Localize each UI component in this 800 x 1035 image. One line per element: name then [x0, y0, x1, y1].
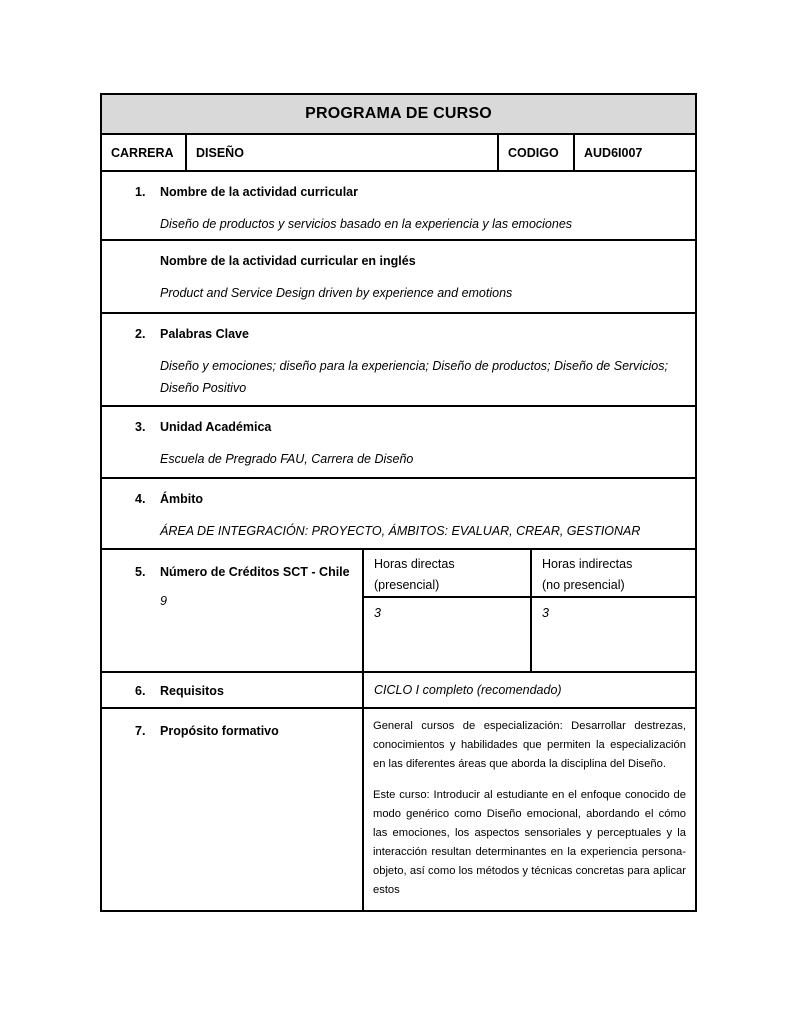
- section-nombre-ingles-value: Product and Service Design driven by experience and emotions: [160, 286, 513, 300]
- horas-indirectas-header: Horas indirectas (no presencial): [532, 550, 695, 598]
- section-creditos: [102, 548, 695, 671]
- horas-directas-value: 3: [374, 606, 381, 620]
- section-label: Propósito formativo: [160, 724, 279, 738]
- section-proposito: [102, 707, 695, 910]
- horas-directas-column: [362, 550, 530, 671]
- section-creditos-heading: [135, 562, 350, 582]
- section-unidad-academica: [102, 405, 695, 477]
- section-ambito: [102, 477, 695, 548]
- section-label: Nombre de la actividad curricular: [160, 185, 358, 199]
- creditos-value: 9: [160, 594, 167, 608]
- section-number: 3.: [135, 420, 146, 434]
- section-label: Palabras Clave: [160, 327, 249, 341]
- section-nombre-ingles: [102, 239, 695, 312]
- section-ambito-value: ÁREA DE INTEGRACIÓN: PROYECTO, ÁMBITOS: EVALUAR, CREAR, GESTIONAR: [160, 524, 641, 538]
- requisitos-label-cell: [102, 673, 362, 707]
- codigo-label: CODIGO: [497, 135, 573, 170]
- carrera-codigo-row: [102, 133, 695, 170]
- section-number: 5.: [135, 565, 146, 579]
- creditos-left-cell: [102, 550, 362, 671]
- section-ambito-heading: [135, 489, 681, 509]
- section-label: Ámbito: [160, 492, 204, 506]
- section-number: 2.: [135, 327, 146, 341]
- carrera-value: DISEÑO: [185, 135, 497, 170]
- section-requisitos: [102, 671, 695, 707]
- section-number: 1.: [135, 185, 146, 199]
- proposito-paragraph-curso: Este curso: Introducir al estudiante en el enfoque conocido de modo genérico como Diseño emocional, abordando el cómo las emociones, los aspectos sensoriales y perceptuales y la interacción resultan determinantes en la experiencia persona-objeto, así como los métodos y técnicas concretas para aplicar estos: [373, 789, 686, 896]
- horas-indirectas-value: 3: [542, 606, 549, 620]
- section-label: Nombre de la actividad curricular en inglés: [160, 254, 416, 268]
- requisitos-value: CICLO I completo (recomendado): [362, 673, 695, 707]
- section-palabras-heading: [135, 324, 681, 344]
- section-label: Requisitos: [160, 684, 224, 698]
- proposito-label-cell: [102, 709, 362, 910]
- section-unidad-heading: [135, 417, 681, 437]
- section-number: 6.: [135, 684, 146, 698]
- codigo-value: AUD6I007: [573, 135, 695, 170]
- horas-indirectas-column: [530, 550, 695, 671]
- section-nombre-value: Diseño de productos y servicios basado en la experiencia y las emociones: [160, 217, 573, 231]
- section-unidad-value: Escuela de Pregrado FAU, Carrera de Diseño: [160, 452, 414, 466]
- section-number: 4.: [135, 492, 146, 506]
- section-nombre-ingles-heading: [160, 251, 681, 271]
- table-title-row: [102, 95, 695, 133]
- carrera-label: CARRERA: [111, 145, 174, 160]
- section-palabras-clave: [102, 312, 695, 405]
- section-palabras-value: Diseño y emociones; diseño para la experiencia; Diseño de productos; Diseño de Servicios; Diseño Positivo: [160, 359, 668, 395]
- course-program-table: [100, 93, 697, 912]
- section-label: Número de Créditos SCT - Chile: [160, 565, 350, 579]
- horas-directas-header: Horas directas (presencial): [364, 550, 530, 598]
- proposito-paragraph-general: General cursos de especialización: Desarrollar destrezas, conocimientos y habilidades que permiten la especialización en las diferentes áreas que aborda la disciplina del Diseño.: [373, 720, 686, 770]
- section-label: Unidad Académica: [160, 420, 272, 434]
- section-number: 7.: [135, 724, 146, 738]
- page-title: PROGRAMA DE CURSO: [305, 105, 492, 122]
- section-nombre-actividad: [102, 170, 695, 239]
- proposito-text-cell: [362, 709, 695, 910]
- section-nombre-heading: [135, 182, 681, 202]
